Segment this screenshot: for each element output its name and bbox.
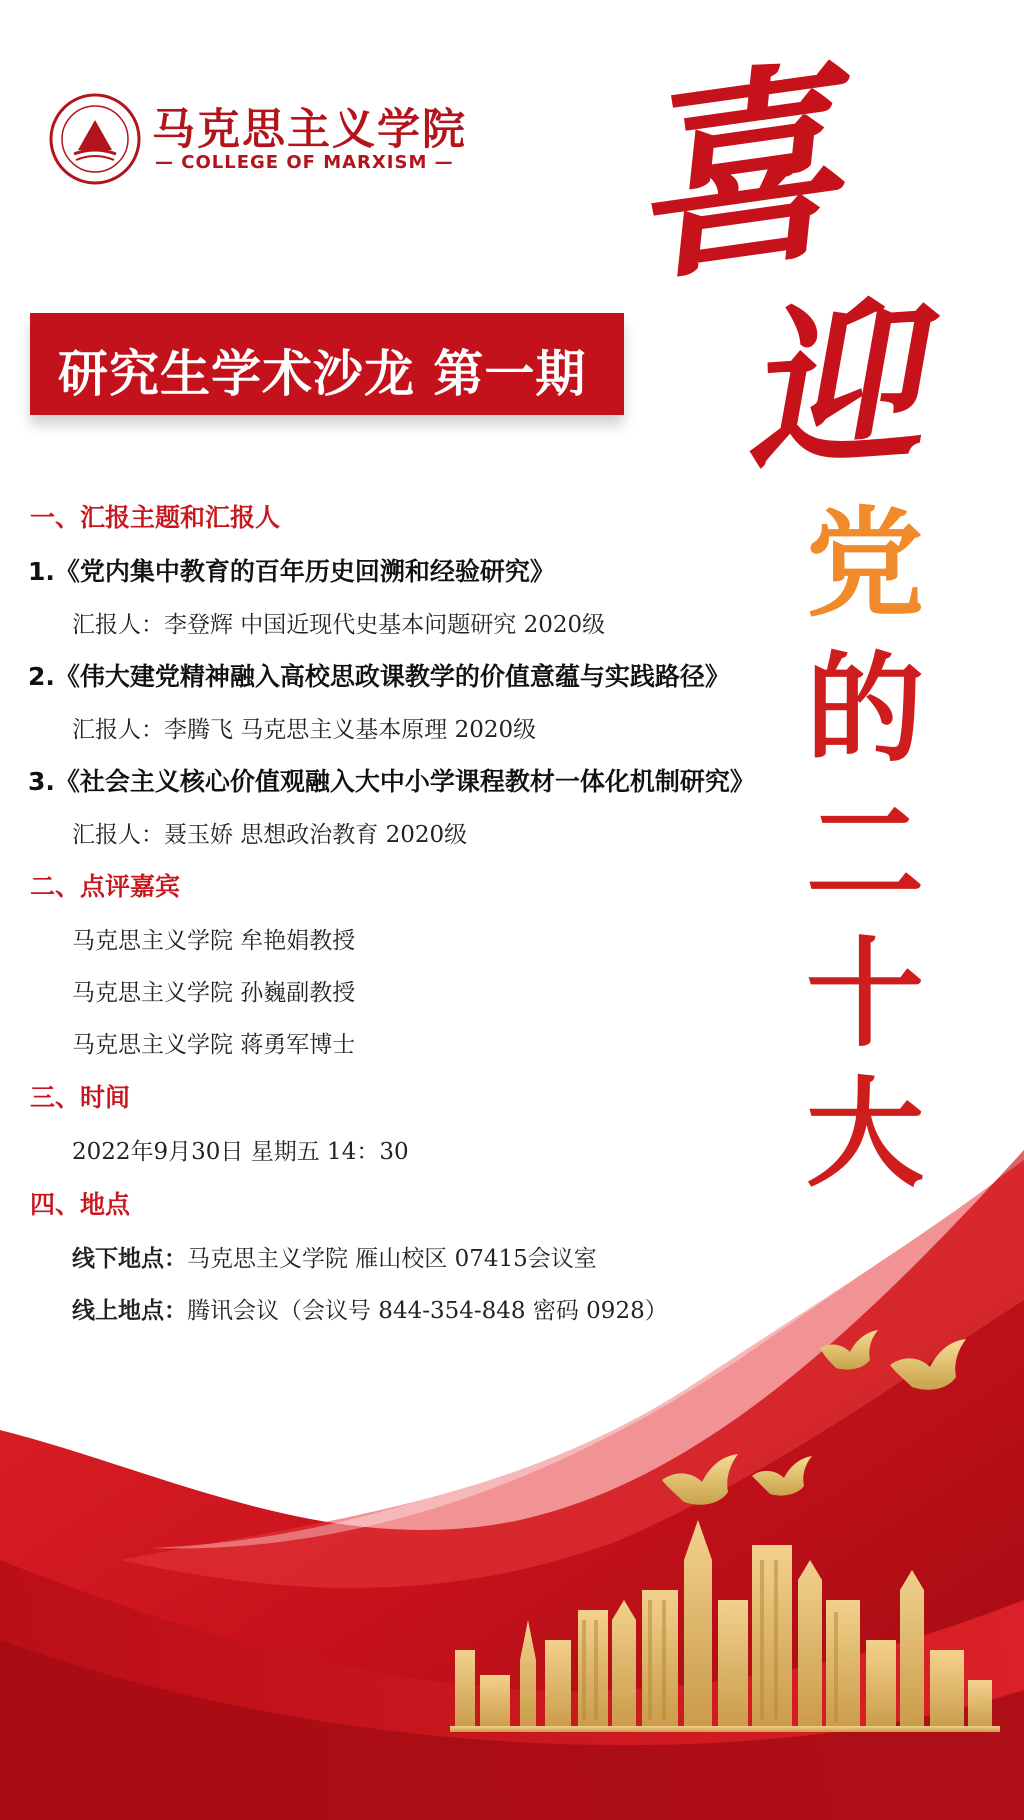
salon-title: 研究生学术沙龙 第一期 [58,345,587,403]
guest-item: 马克思主义学院 牟艳娟教授 [72,928,356,954]
offline-location [72,1240,597,1273]
section-heading-guests: 二、点评嘉宾 [30,872,181,901]
slogan-char-da: 大 [806,1064,925,1203]
offline-label: 线下地点： [72,1246,187,1272]
section-heading-topics: 一、汇报主题和汇报人 [30,503,281,532]
topic-reporter: 汇报人：李登辉 中国近现代史基本问题研究 2020级 [72,612,606,638]
college-name-cn: 马克思主义学院 [152,105,467,155]
guest-item: 马克思主义学院 蒋勇军博士 [72,1032,356,1058]
slogan-char-shi: 十 [806,924,925,1063]
topic-reporter: 汇报人：李腾飞 马克思主义基本原理 2020级 [72,717,537,743]
topic-title: 3.《社会主义核心价值观融入大中小学课程教材一体化机制研究》 [28,767,755,796]
slogan-char-dang: 党 [806,494,925,633]
slogan-char-er: 二 [806,784,925,923]
college-name-en: — COLLEGE OF MARXISM — [155,152,454,173]
online-label: 线上地点： [72,1298,187,1324]
slogan-char-de: 的 [806,639,925,778]
college-seal-logo [48,92,142,186]
slogan-char-ying: 迎 [737,279,926,496]
section-heading-time: 三、时间 [30,1083,131,1112]
slogan-char-xi: 喜 [611,37,855,312]
online-value: 腾讯会议（会议号 844-354-848 密码 0928） [187,1298,668,1324]
topic-title: 1.《党内集中教育的百年历史回溯和经验研究》 [28,557,555,586]
offline-value: 马克思主义学院 雁山校区 07415会议室 [187,1246,597,1272]
section-heading-location: 四、地点 [30,1190,131,1219]
topic-reporter: 汇报人：聂玉娇 思想政治教育 2020级 [72,822,468,848]
event-time: 2022年9月30日 星期五 14：30 [72,1139,409,1165]
guest-item: 马克思主义学院 孙巍副教授 [72,980,356,1006]
topic-title: 2.《伟大建党精神融入高校思政课教学的价值意蕴与实践路径》 [28,662,730,691]
online-location [72,1292,668,1325]
